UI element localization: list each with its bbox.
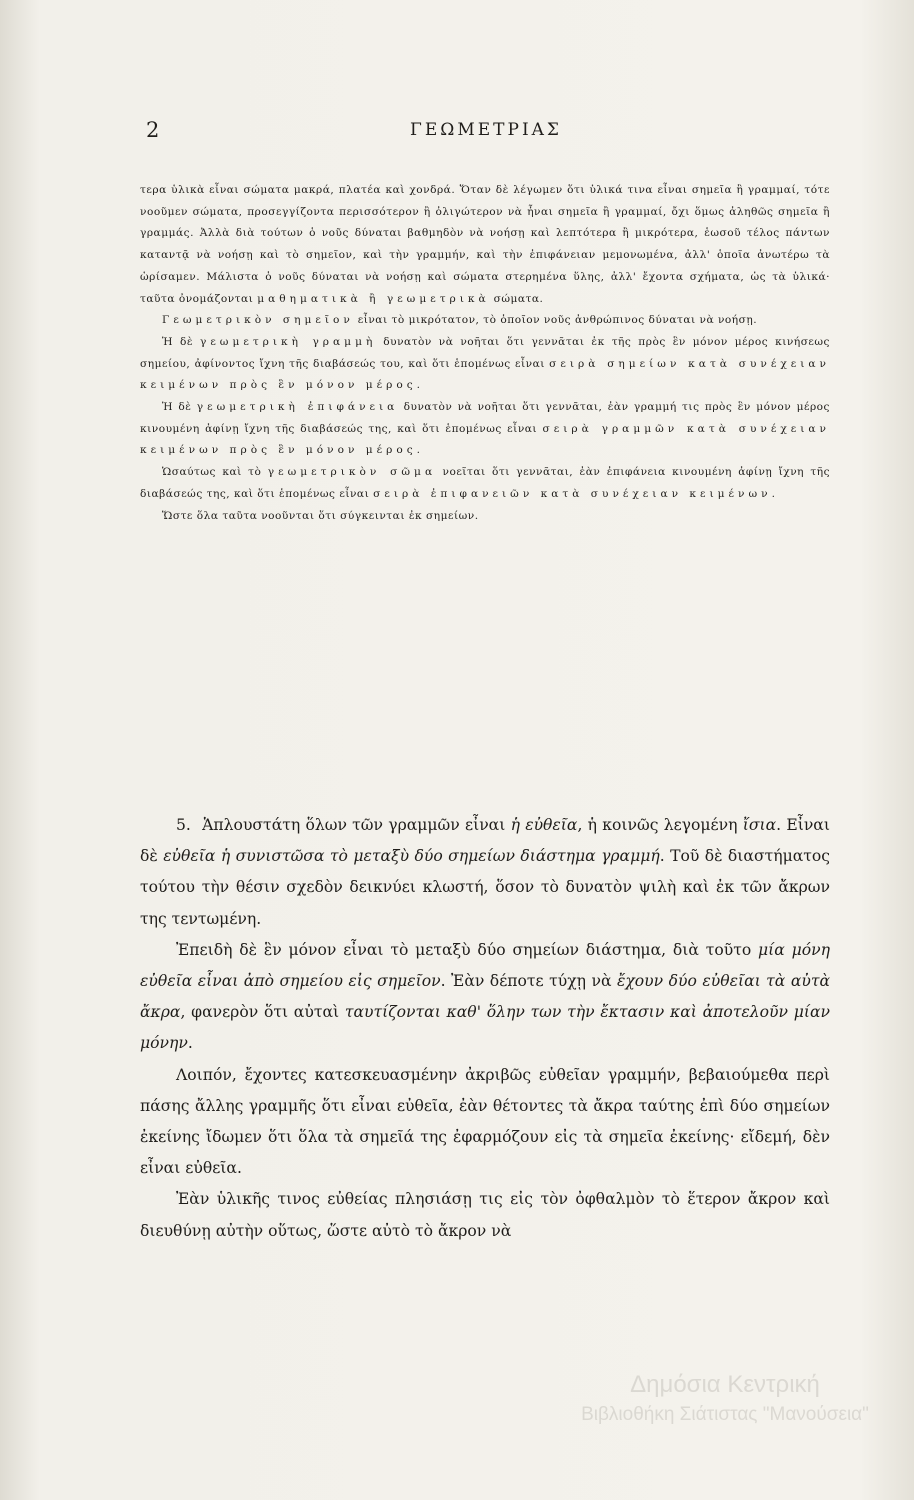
paragraph-text: εἶναι τὸ μικρότατον, τὸ ὁποῖον νοῦς ἀνθρώπινος δύναται νὰ νοήσῃ. — [357, 314, 758, 327]
italic-term: ταυτίζονται καθ' ὅλην των τὴν ἔκτασιν καὶ ἀποτελοῦν μίαν μόνην — [140, 1003, 831, 1053]
paragraph-text: , ἡ κοινῶς λεγομένη — [577, 816, 738, 834]
main-text-block — [140, 810, 830, 1247]
small-print-block — [140, 180, 830, 527]
spaced-term: Γεωμετρικὸν σημεῖον — [162, 314, 354, 327]
spaced-term: γεωμετρικὴ ἐπιφάνεια — [196, 401, 399, 414]
italic-term: ἴσια — [742, 816, 777, 834]
paragraph-text: . Τοῦ δὲ διαστήματος τούτου τὴν θέσιν σχεδὸν δεικνύει κλωστή, ὅσον τὸ δυνατὸν ψιλὴ καὶ ἐκ τῶν ἄκρων της τεντωμένη. — [140, 847, 830, 928]
paragraph-text: . — [187, 1034, 193, 1053]
paragraph-text: . Εἶναι δὲ — [140, 816, 830, 866]
paragraph-text: Λοιπόν, ἔχοντες κατεσκευασμένην ἀκριβῶς εὐθεῖαν γραμμήν, βεβαιούμεθα περὶ πάσης ἄλλης γραμμῆς ὅτι εἶναι εὐθεῖα, ἐὰν θέτοντες τὰ ἄκρα ταύτης ἐπὶ δύο σημείων ἐκείνης ἴδωμεν ὅτι ὅλα τὰ σημεῖά της ἐφαρμόζουν εἰς τὰ σημεῖα ἐκείνης· εἴδεμή, δὲν εἶναι εὐθεῖα. — [140, 1065, 830, 1178]
paragraph-text: Ὡσαύτως καὶ τὸ — [162, 466, 262, 479]
paragraph-text: Ἡ δὲ — [162, 335, 194, 348]
italic-term: ἡ εὐθεῖα — [510, 816, 578, 834]
running-title: ΓΕΩΜΕΤΡΙΑΣ — [410, 120, 562, 140]
italic-definition: εὐθεῖα ἡ συνιστῶσα τὸ μεταξὺ δύο σημείων διάστημα γραμμή — [163, 847, 660, 866]
section-number: 5. — [176, 816, 191, 834]
paragraph — [140, 1060, 830, 1185]
spaced-term: γεωμετρικὸν σῶμα — [267, 466, 437, 479]
paragraph-text: Ὥστε ὅλα ταῦτα νοοῦνται ὅτι σύγκεινται ἐκ σημείων. — [162, 509, 479, 522]
paragraph — [140, 332, 830, 397]
page-number: 2 — [146, 118, 160, 142]
paragraph — [140, 935, 830, 1060]
page-header — [146, 118, 826, 148]
paragraph-text: , φανερὸν ὅτι αὐταὶ — [180, 1003, 340, 1022]
paragraph — [140, 506, 830, 528]
spaced-term: σειρὰ σημείων κατὰ συνέχειαν κειμένων πρὸς ἓν μόνον μέρος. — [140, 357, 830, 392]
watermark-line-2: Βιβλιοθήκη Σιάτιστας "Μανούσεια" — [581, 1404, 869, 1425]
paragraph-text: . Ἐὰν δέποτε τύχῃ νὰ — [440, 972, 612, 991]
italic-term: μία μόνη εὐθεῖα εἶναι ἀπὸ σημείου εἰς σημεῖον — [140, 940, 830, 991]
paragraph — [140, 310, 830, 332]
paragraph — [140, 397, 830, 462]
paragraph-text: Ἐὰν ὑλικῆς τινος εὐθείας πλησιάσῃ τις εἰς τὸν ὀφθαλμὸν τὸ ἕτερον ἄκρον καὶ διευθύνῃ αὐτὴν οὕτως, ὥστε αὐτὸ τὸ ἄκρον νὰ — [140, 1190, 830, 1240]
spaced-term: σειρὰ γραμμῶν κατὰ συνέχειαν κειμένων πρὸς ἓν μόνον μέρος. — [140, 422, 830, 457]
paragraph — [140, 180, 830, 310]
spaced-term: γεωμετρικὴ γραμμὴ — [199, 335, 377, 348]
paragraph-text: σώματα. — [493, 292, 544, 305]
italic-term: ἔχουν δύο εὐθεῖαι τὰ αὐτὰ ἄκρα — [140, 972, 830, 1022]
paragraph — [140, 1184, 830, 1246]
paragraph-text: Ἡ δὲ — [162, 401, 192, 414]
section-5-paragraph — [140, 810, 830, 935]
paragraph-text: δυνατὸν νὰ νοῆται ὅτι γεννᾶται ἐκ τῆς πρὸς ἓν μόνον μέρος κινήσεως σημείου, ἀφίνοντος ἴχνη τῆς διαβάσεώς του, καὶ ὅτι ἑπομένως εἶναι — [140, 335, 830, 370]
paragraph — [140, 462, 830, 505]
paragraph-text: νοεῖται ὅτι γεννᾶται, ἐὰν ἐπιφάνεια κινουμένη ἀφίνῃ ἴχνη τῆς διαβάσεώς της, καὶ ὅτι ἑπομένως εἶναι — [140, 466, 831, 500]
paragraph-text: τερα ὑλικὰ εἶναι σώματα μακρά, πλατέα καὶ χονδρά. Ὅταν δὲ λέγωμεν ὅτι ὑλικά τινα εἶναι σημεῖα ἢ γραμμαί, τότε νοοῦμεν σώματα, προσεγγίζοντα περισσότερον ἢ ὀλιγώτερον νὰ ἦναι σημεῖα ἢ γραμμαί, ὄχι ὅμως ἀληθῶς σημεῖα ἢ γραμμάς. Ἀλλὰ διὰ τούτων ὁ νοῦς δύναται βαθμηδὸν νὰ νοήσῃ καὶ λεπτότερα ἢ μικρότερα, ἑωσοῦ τέλος πάντων καταντᾷ νὰ νοήσῃ καὶ τὸ σημεῖον, καὶ τὴν γραμμήν, καὶ τὴν ἐπιφάνειαν μεμονωμένα, ἀλλ' ὁποῖα ἀνωτέρω τὰ ὡρίσαμεν. Μάλιστα ὁ νοῦς δύναται νὰ νοήσῃ καὶ σώματα στερημένα ὕλης, ἀλλ' ἔχοντα σχήματα, ὡς τὰ ὑλικά· ταῦτα ὀνομάζονται — [140, 184, 830, 305]
spaced-term: σειρὰ ἐπιφανειῶν κατὰ συνέχειαν κειμένων. — [373, 487, 779, 500]
watermark-line-1: Δημόσια Κεντρική — [630, 1371, 820, 1398]
paragraph-text: Ἁπλουστάτη ὅλων τῶν γραμμῶν εἶναι — [202, 816, 506, 834]
spaced-term: μαθηματικὰ ἢ γεωμετρικὰ — [257, 292, 490, 305]
library-watermark — [560, 1370, 890, 1430]
paragraph-text: Ἐπειδὴ δὲ ἓν μόνον εἶναι τὸ μεταξὺ δύο σημείων διάστημα, διὰ τοῦτο — [176, 940, 752, 959]
paragraph-text: δυνατὸν νὰ νοῆται ὅτι γεννᾶται, ἐὰν γραμμή τις πρὸς ἓν μόνον μέρος κινουμένη ἀφίνῃ ἴχνη τῆς διαβάσεώς της, καὶ ὅτι ἑπομένως εἶναι — [140, 401, 830, 435]
